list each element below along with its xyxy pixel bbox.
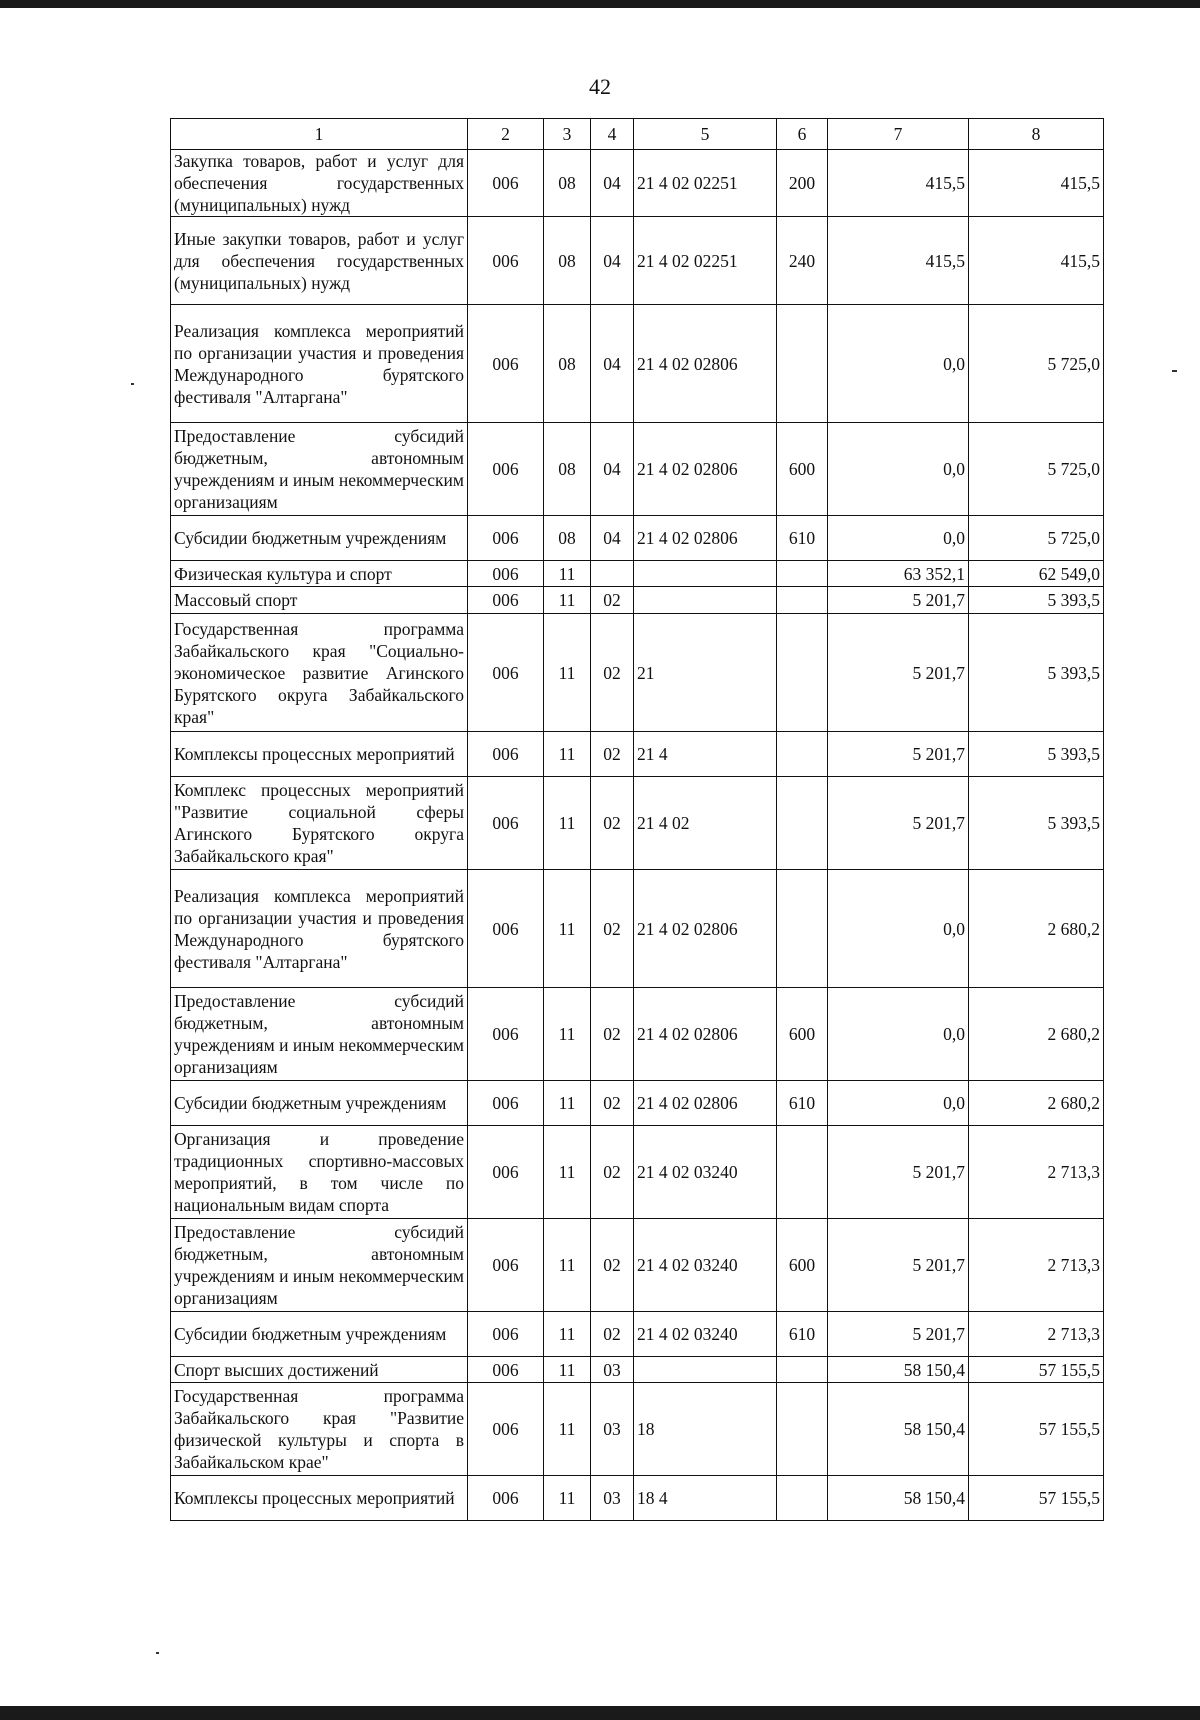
header-col-4: 4 xyxy=(591,119,634,150)
cell-section: 11 xyxy=(544,1476,591,1521)
header-col-2: 2 xyxy=(468,119,544,150)
cell-subsection: 02 xyxy=(591,1219,634,1312)
cell-amount-col-8: 2 680,2 xyxy=(969,1081,1104,1126)
cell-target-article xyxy=(634,561,777,587)
margin-tick-right xyxy=(1172,370,1177,372)
cell-target-article: 21 4 02 02251 xyxy=(634,150,777,217)
cell-section: 11 xyxy=(544,1081,591,1126)
cell-subsection: 04 xyxy=(591,516,634,561)
cell-amount-col-8: 5 393,5 xyxy=(969,777,1104,870)
cell-subsection: 02 xyxy=(591,870,634,988)
cell-section: 11 xyxy=(544,1126,591,1219)
cell-ministry-code: 006 xyxy=(468,988,544,1081)
row-name: Предоставление субсидий бюджетным, автономным учреждениям и иным некоммерческим организациям xyxy=(171,1219,468,1312)
cell-ministry-code: 006 xyxy=(468,587,544,614)
row-name: Субсидии бюджетным учреждениям xyxy=(171,1081,468,1126)
page-number: 42 xyxy=(589,74,611,99)
cell-subsection: 02 xyxy=(591,732,634,777)
cell-amount-col-7: 5 201,7 xyxy=(828,614,969,732)
cell-amount-col-8: 2 713,3 xyxy=(969,1312,1104,1357)
row-name: Физическая культура и спорт xyxy=(171,561,468,587)
cell-amount-col-7: 5 201,7 xyxy=(828,1219,969,1312)
cell-section: 08 xyxy=(544,423,591,516)
cell-amount-col-7: 415,5 xyxy=(828,217,969,305)
table-row xyxy=(171,777,1104,870)
cell-amount-col-8: 5 393,5 xyxy=(969,614,1104,732)
cell-amount-col-7: 58 150,4 xyxy=(828,1383,969,1476)
cell-target-article: 21 4 02 xyxy=(634,777,777,870)
cell-amount-col-8: 2 713,3 xyxy=(969,1219,1104,1312)
row-name: Комплексы процессных мероприятий xyxy=(171,732,468,777)
row-name: Реализация комплекса мероприятий по организации участия и проведения Международного бурятского фестиваля "Алтаргана" xyxy=(171,305,468,423)
table-row xyxy=(171,1081,1104,1126)
cell-amount-col-7: 63 352,1 xyxy=(828,561,969,587)
cell-target-article: 21 xyxy=(634,614,777,732)
cell-expense-type xyxy=(777,561,828,587)
cell-amount-col-8: 5 725,0 xyxy=(969,305,1104,423)
cell-target-article: 21 4 02 02251 xyxy=(634,217,777,305)
table-row xyxy=(171,587,1104,614)
cell-subsection: 02 xyxy=(591,1312,634,1357)
cell-amount-col-8: 5 393,5 xyxy=(969,732,1104,777)
cell-amount-col-7: 0,0 xyxy=(828,870,969,988)
cell-expense-type xyxy=(777,1357,828,1383)
margin-tick-bottom xyxy=(156,1652,159,1654)
cell-target-article: 21 4 02 02806 xyxy=(634,1081,777,1126)
cell-section: 11 xyxy=(544,732,591,777)
cell-target-article: 21 4 02 02806 xyxy=(634,305,777,423)
table-row xyxy=(171,217,1104,305)
cell-subsection xyxy=(591,561,634,587)
cell-amount-col-8: 5 393,5 xyxy=(969,587,1104,614)
cell-section: 11 xyxy=(544,777,591,870)
cell-subsection: 03 xyxy=(591,1357,634,1383)
cell-target-article: 21 4 02 02806 xyxy=(634,423,777,516)
cell-target-article: 18 4 xyxy=(634,1476,777,1521)
cell-expense-type xyxy=(777,614,828,732)
cell-amount-col-8: 57 155,5 xyxy=(969,1357,1104,1383)
cell-target-article: 21 4 02 03240 xyxy=(634,1126,777,1219)
cell-subsection: 04 xyxy=(591,423,634,516)
row-name: Комплекс процессных мероприятий "Развитие социальной сферы Агинского Бурятского округа Забайкальского края" xyxy=(171,777,468,870)
table-row xyxy=(171,732,1104,777)
cell-subsection: 03 xyxy=(591,1476,634,1521)
cell-expense-type xyxy=(777,870,828,988)
cell-expense-type xyxy=(777,587,828,614)
cell-subsection: 02 xyxy=(591,614,634,732)
cell-amount-col-8: 5 725,0 xyxy=(969,516,1104,561)
table-row xyxy=(171,614,1104,732)
cell-target-article: 21 4 02 02806 xyxy=(634,516,777,561)
cell-amount-col-8: 2 680,2 xyxy=(969,988,1104,1081)
cell-amount-col-8: 57 155,5 xyxy=(969,1476,1104,1521)
table-row xyxy=(171,423,1104,516)
header-col-1: 1 xyxy=(171,119,468,150)
row-name: Комплексы процессных мероприятий xyxy=(171,1476,468,1521)
cell-section: 08 xyxy=(544,217,591,305)
cell-section: 11 xyxy=(544,1219,591,1312)
cell-subsection: 04 xyxy=(591,150,634,217)
table-row xyxy=(171,988,1104,1081)
cell-ministry-code: 006 xyxy=(468,217,544,305)
cell-ministry-code: 006 xyxy=(468,1081,544,1126)
row-name: Предоставление субсидий бюджетным, автономным учреждениям и иным некоммерческим организациям xyxy=(171,423,468,516)
cell-target-article: 21 4 02 02806 xyxy=(634,988,777,1081)
cell-ministry-code: 006 xyxy=(468,1312,544,1357)
header-col-5: 5 xyxy=(634,119,777,150)
table-row xyxy=(171,305,1104,423)
row-name: Субсидии бюджетным учреждениям xyxy=(171,516,468,561)
cell-amount-col-7: 5 201,7 xyxy=(828,1312,969,1357)
cell-ministry-code: 006 xyxy=(468,305,544,423)
cell-ministry-code: 006 xyxy=(468,1383,544,1476)
margin-tick-left xyxy=(131,383,134,385)
row-name: Иные закупки товаров, работ и услуг для обеспечения государственных (муниципальных) нужд xyxy=(171,217,468,305)
cell-target-article: 18 xyxy=(634,1383,777,1476)
table-row xyxy=(171,870,1104,988)
table-row xyxy=(171,561,1104,587)
cell-expense-type: 600 xyxy=(777,988,828,1081)
cell-subsection: 04 xyxy=(591,217,634,305)
header-col-8: 8 xyxy=(969,119,1104,150)
cell-amount-col-7: 415,5 xyxy=(828,150,969,217)
row-name: Государственная программа Забайкальского края "Развитие физической культуры и спорта в Забайкальском крае" xyxy=(171,1383,468,1476)
header-row xyxy=(171,119,1104,150)
cell-section: 08 xyxy=(544,516,591,561)
row-name: Организация и проведение традиционных спортивно-массовых мероприятий, в том числе по национальным видам спорта xyxy=(171,1126,468,1219)
cell-expense-type: 610 xyxy=(777,516,828,561)
cell-expense-type xyxy=(777,1383,828,1476)
cell-subsection: 04 xyxy=(591,305,634,423)
cell-section: 11 xyxy=(544,561,591,587)
cell-ministry-code: 006 xyxy=(468,516,544,561)
cell-subsection: 03 xyxy=(591,1383,634,1476)
cell-amount-col-8: 2 680,2 xyxy=(969,870,1104,988)
cell-ministry-code: 006 xyxy=(468,423,544,516)
cell-amount-col-8: 415,5 xyxy=(969,150,1104,217)
cell-section: 11 xyxy=(544,1357,591,1383)
cell-amount-col-7: 5 201,7 xyxy=(828,587,969,614)
cell-section: 11 xyxy=(544,587,591,614)
cell-ministry-code: 006 xyxy=(468,150,544,217)
cell-amount-col-7: 58 150,4 xyxy=(828,1357,969,1383)
cell-target-article: 21 4 02 03240 xyxy=(634,1312,777,1357)
cell-amount-col-7: 5 201,7 xyxy=(828,777,969,870)
table-row xyxy=(171,516,1104,561)
header-col-6: 6 xyxy=(777,119,828,150)
cell-expense-type: 200 xyxy=(777,150,828,217)
header-col-7: 7 xyxy=(828,119,969,150)
cell-subsection: 02 xyxy=(591,988,634,1081)
cell-subsection: 02 xyxy=(591,1081,634,1126)
row-name: Государственная программа Забайкальского края "Социально-экономическое развитие Агинского Бурятского округа Забайкальского края" xyxy=(171,614,468,732)
header-col-3: 3 xyxy=(544,119,591,150)
cell-amount-col-8: 2 713,3 xyxy=(969,1126,1104,1219)
cell-amount-col-7: 5 201,7 xyxy=(828,732,969,777)
cell-target-article xyxy=(634,587,777,614)
cell-ministry-code: 006 xyxy=(468,1126,544,1219)
cell-amount-col-7: 0,0 xyxy=(828,305,969,423)
cell-expense-type: 610 xyxy=(777,1081,828,1126)
cell-expense-type: 610 xyxy=(777,1312,828,1357)
cell-section: 11 xyxy=(544,870,591,988)
table-body xyxy=(171,150,1104,1521)
row-name: Реализация комплекса мероприятий по организации участия и проведения Международного бурятского фестиваля "Алтаргана" xyxy=(171,870,468,988)
row-name: Массовый спорт xyxy=(171,587,468,614)
table-row xyxy=(171,1357,1104,1383)
cell-amount-col-7: 0,0 xyxy=(828,516,969,561)
table-row xyxy=(171,1476,1104,1521)
cell-amount-col-7: 0,0 xyxy=(828,423,969,516)
cell-section: 08 xyxy=(544,305,591,423)
cell-target-article: 21 4 02 03240 xyxy=(634,1219,777,1312)
cell-amount-col-7: 58 150,4 xyxy=(828,1476,969,1521)
cell-expense-type xyxy=(777,305,828,423)
cell-ministry-code: 006 xyxy=(468,1476,544,1521)
cell-section: 08 xyxy=(544,150,591,217)
cell-amount-col-7: 0,0 xyxy=(828,988,969,1081)
cell-expense-type: 240 xyxy=(777,217,828,305)
cell-section: 11 xyxy=(544,988,591,1081)
row-name: Субсидии бюджетным учреждениям xyxy=(171,1312,468,1357)
cell-amount-col-8: 415,5 xyxy=(969,217,1104,305)
row-name: Предоставление субсидий бюджетным, автономным учреждениям и иным некоммерческим организациям xyxy=(171,988,468,1081)
cell-ministry-code: 006 xyxy=(468,777,544,870)
cell-ministry-code: 006 xyxy=(468,1219,544,1312)
row-name: Закупка товаров, работ и услуг для обеспечения государственных (муниципальных) нужд xyxy=(171,150,468,217)
cell-target-article xyxy=(634,1357,777,1383)
cell-expense-type: 600 xyxy=(777,1219,828,1312)
cell-target-article: 21 4 xyxy=(634,732,777,777)
cell-ministry-code: 006 xyxy=(468,614,544,732)
cell-subsection: 02 xyxy=(591,1126,634,1219)
budget-table xyxy=(170,118,1104,1521)
cell-expense-type xyxy=(777,1126,828,1219)
cell-ministry-code: 006 xyxy=(468,561,544,587)
cell-target-article: 21 4 02 02806 xyxy=(634,870,777,988)
cell-amount-col-8: 62 549,0 xyxy=(969,561,1104,587)
cell-amount-col-7: 5 201,7 xyxy=(828,1126,969,1219)
table-row xyxy=(171,1126,1104,1219)
cell-expense-type xyxy=(777,777,828,870)
cell-ministry-code: 006 xyxy=(468,1357,544,1383)
table-row xyxy=(171,1312,1104,1357)
cell-ministry-code: 006 xyxy=(468,732,544,777)
cell-expense-type xyxy=(777,1476,828,1521)
table-row xyxy=(171,1383,1104,1476)
table-row xyxy=(171,1219,1104,1312)
cell-subsection: 02 xyxy=(591,587,634,614)
cell-amount-col-8: 57 155,5 xyxy=(969,1383,1104,1476)
cell-amount-col-7: 0,0 xyxy=(828,1081,969,1126)
cell-section: 11 xyxy=(544,614,591,732)
cell-section: 11 xyxy=(544,1312,591,1357)
scan-border-top xyxy=(0,0,1200,8)
cell-section: 11 xyxy=(544,1383,591,1476)
cell-expense-type xyxy=(777,732,828,777)
cell-expense-type: 600 xyxy=(777,423,828,516)
scan-border-bottom xyxy=(0,1706,1200,1720)
cell-ministry-code: 006 xyxy=(468,870,544,988)
cell-subsection: 02 xyxy=(591,777,634,870)
row-name: Спорт высших достижений xyxy=(171,1357,468,1383)
table-row xyxy=(171,150,1104,217)
cell-amount-col-8: 5 725,0 xyxy=(969,423,1104,516)
